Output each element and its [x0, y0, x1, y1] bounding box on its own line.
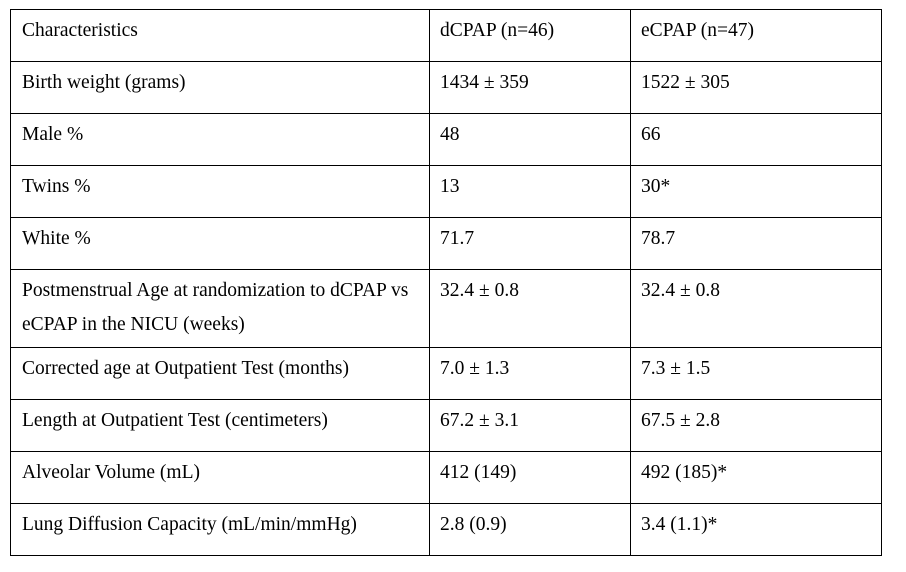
table-row: [11, 218, 882, 270]
table-header-row: [11, 10, 882, 62]
dcpap-value: 48: [430, 114, 631, 166]
characteristics-table: [10, 9, 882, 556]
row-label: Corrected age at Outpatient Test (months): [11, 348, 430, 400]
header-ecpap: eCPAP (n=47): [631, 10, 882, 62]
dcpap-value: 1434 ± 359: [430, 62, 631, 114]
ecpap-value: 3.4 (1.1)*: [631, 504, 882, 556]
row-label: Lung Diffusion Capacity (mL/min/mmHg): [11, 504, 430, 556]
table-row: [11, 270, 882, 348]
row-label: Male %: [11, 114, 430, 166]
row-label: White %: [11, 218, 430, 270]
dcpap-value: 13: [430, 166, 631, 218]
ecpap-value: 7.3 ± 1.5: [631, 348, 882, 400]
ecpap-value: 66: [631, 114, 882, 166]
ecpap-value: 1522 ± 305: [631, 62, 882, 114]
ecpap-value: 30*: [631, 166, 882, 218]
dcpap-value: 67.2 ± 3.1: [430, 400, 631, 452]
table-row: [11, 400, 882, 452]
dcpap-value: 412 (149): [430, 452, 631, 504]
dcpap-value: 7.0 ± 1.3: [430, 348, 631, 400]
row-label: Alveolar Volume (mL): [11, 452, 430, 504]
row-label: Twins %: [11, 166, 430, 218]
table-row: [11, 504, 882, 556]
ecpap-value: 32.4 ± 0.8: [631, 270, 882, 348]
ecpap-value: 492 (185)*: [631, 452, 882, 504]
header-characteristics: Characteristics: [11, 10, 430, 62]
table-row: [11, 452, 882, 504]
table-row: [11, 166, 882, 218]
table-row: [11, 62, 882, 114]
dcpap-value: 71.7: [430, 218, 631, 270]
characteristics-table-container: [10, 9, 882, 556]
dcpap-value: 2.8 (0.9): [430, 504, 631, 556]
row-label: Postmenstrual Age at randomization to dCPAP vs eCPAP in the NICU (weeks): [11, 270, 430, 348]
header-dcpap: dCPAP (n=46): [430, 10, 631, 62]
ecpap-value: 78.7: [631, 218, 882, 270]
row-label: Length at Outpatient Test (centimeters): [11, 400, 430, 452]
ecpap-value: 67.5 ± 2.8: [631, 400, 882, 452]
row-label: Birth weight (grams): [11, 62, 430, 114]
table-row: [11, 114, 882, 166]
dcpap-value: 32.4 ± 0.8: [430, 270, 631, 348]
table-row: [11, 348, 882, 400]
